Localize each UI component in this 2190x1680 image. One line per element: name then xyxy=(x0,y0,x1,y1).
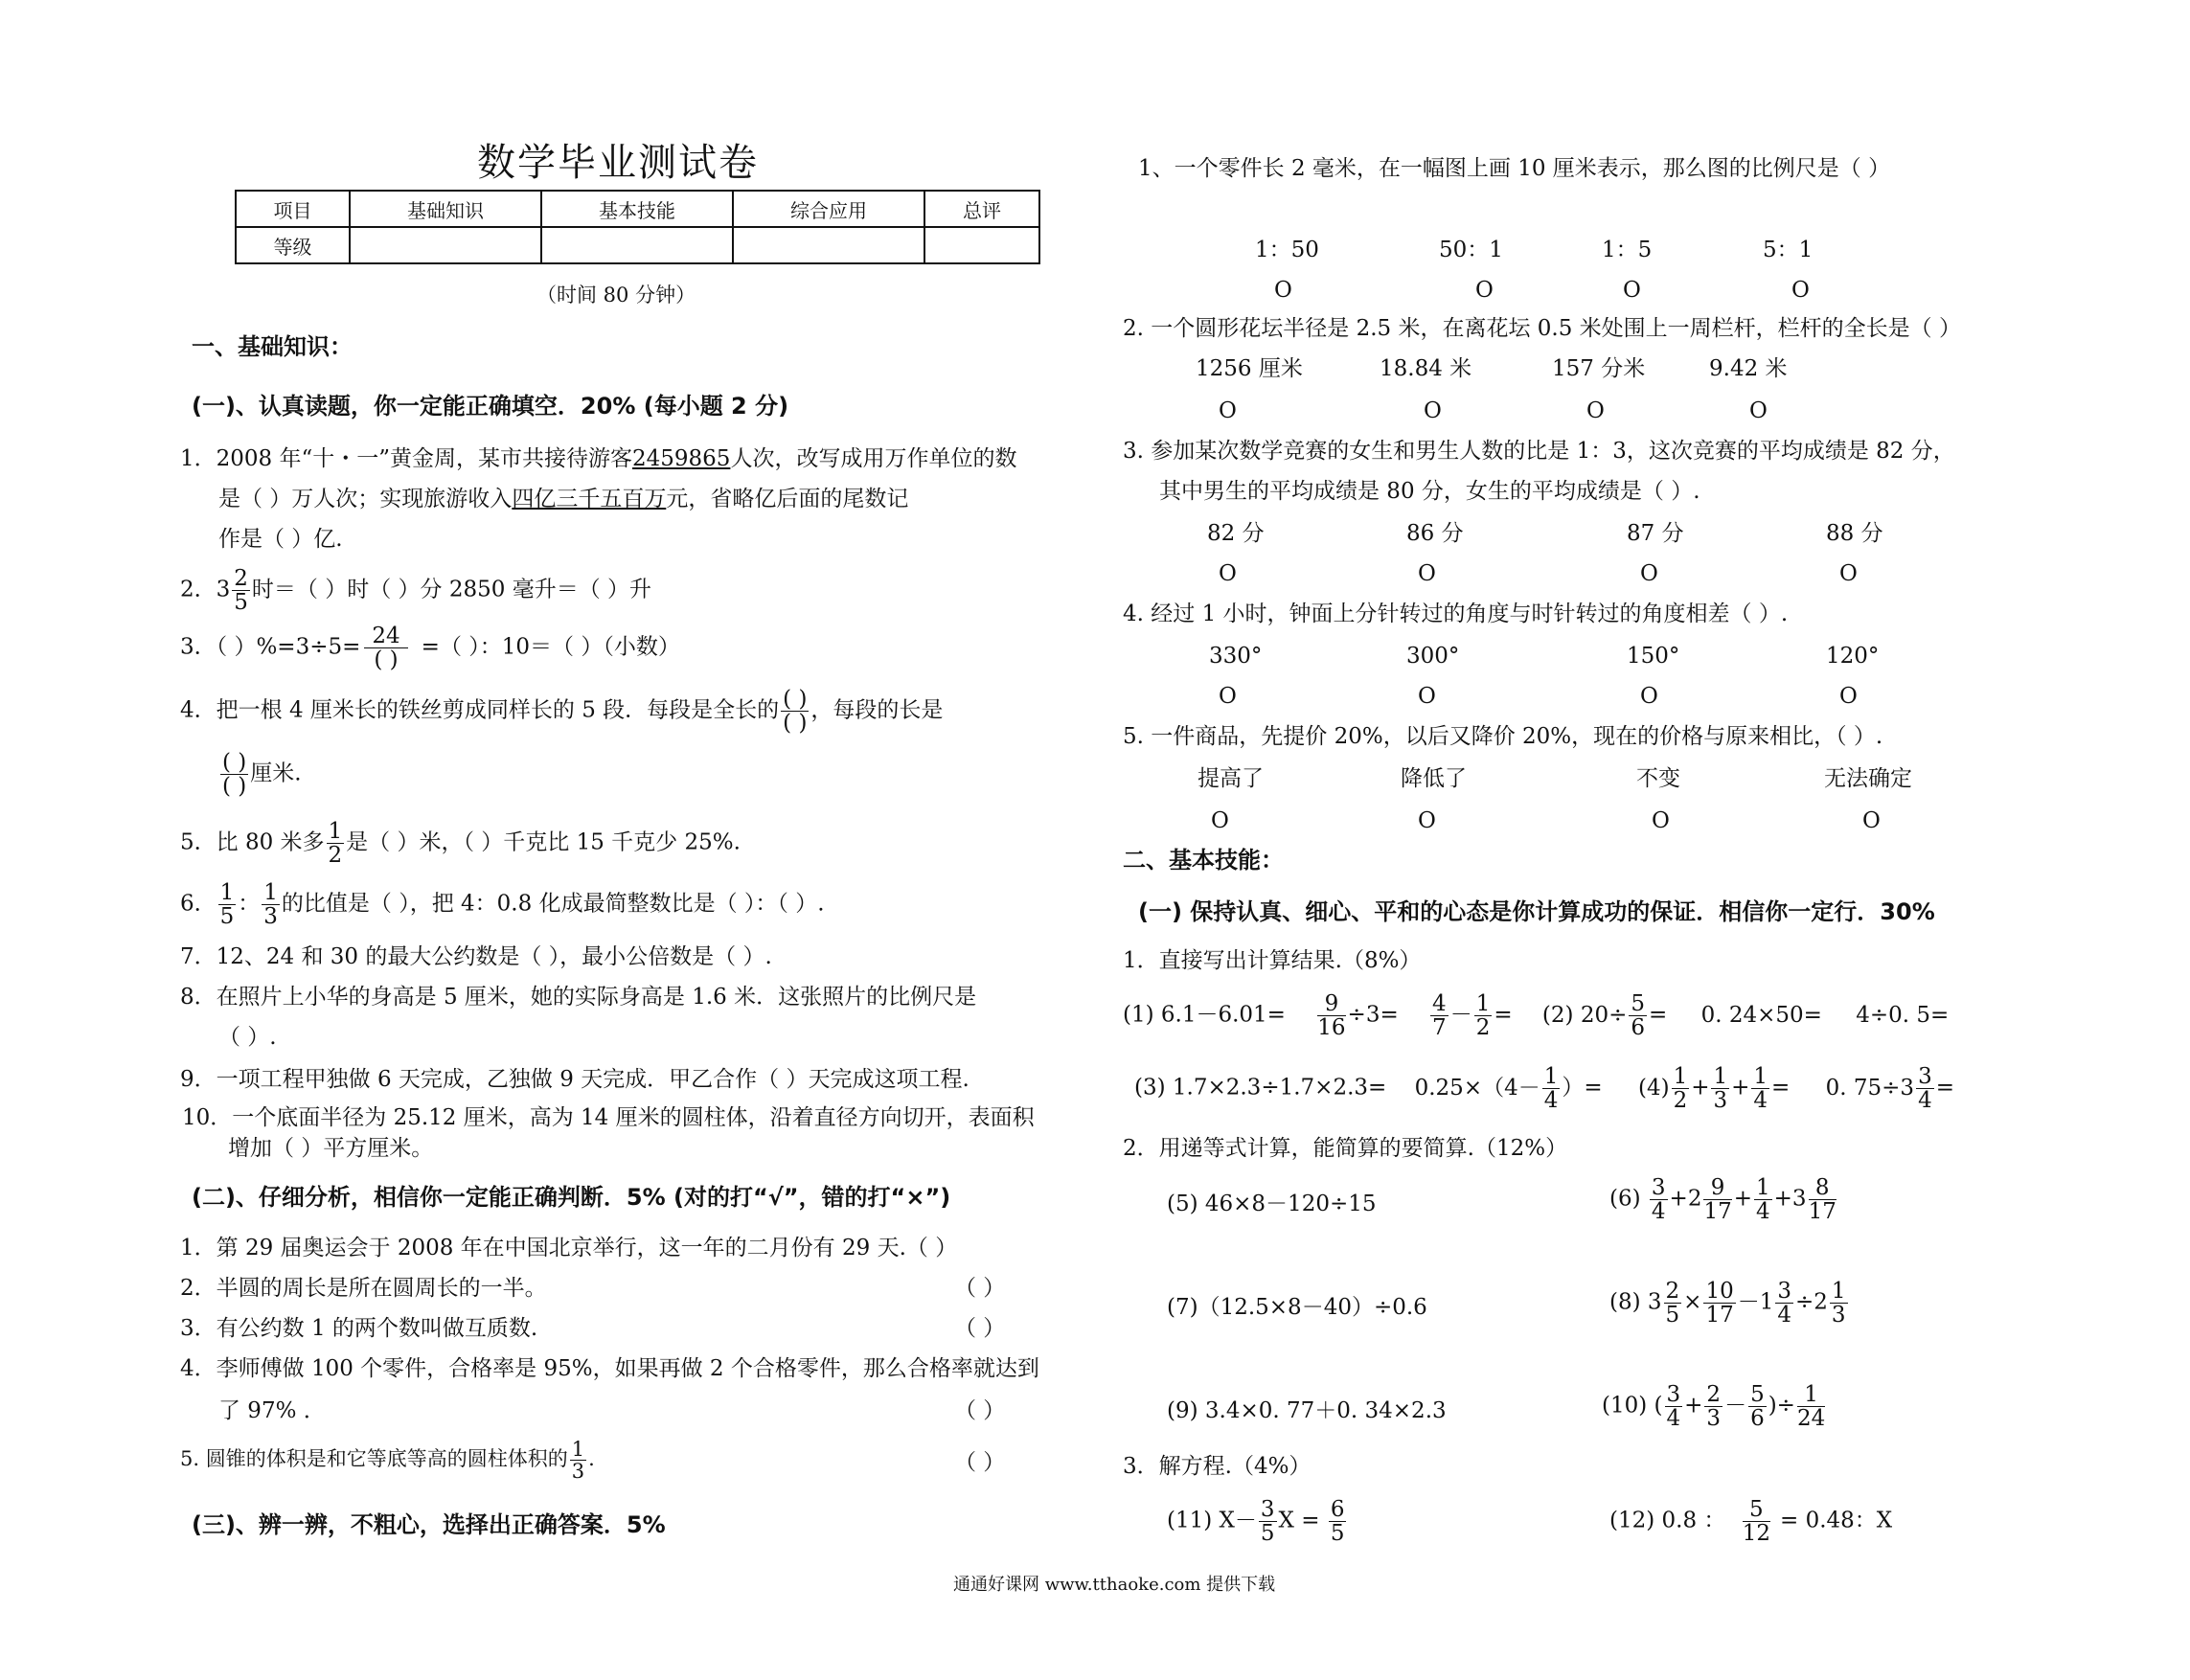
score-row-label: 等级 xyxy=(236,227,350,263)
fraction-numerator: 1 xyxy=(263,880,278,905)
radio-circle[interactable]: O xyxy=(1839,684,1858,709)
fraction xyxy=(1664,1280,1682,1327)
radio-circle[interactable]: O xyxy=(1791,278,1810,303)
fraction xyxy=(1430,992,1449,1039)
fraction xyxy=(1474,992,1493,1039)
judge-paren[interactable]: （ ） xyxy=(954,1398,1006,1423)
fraction xyxy=(1329,1498,1347,1545)
choice-option: 157 分米 xyxy=(1552,356,1646,381)
judge-item: 4．李师傅做 100 个零件，合格率是 95%，如果再做 2 个合格零件，那么合格率就达到 xyxy=(180,1356,1039,1381)
fraction-denominator: 4 xyxy=(1666,1406,1681,1432)
choice-option: 9.42 米 xyxy=(1709,356,1788,381)
fraction-numerator: 1 xyxy=(1797,1383,1825,1407)
q2: 2．3 $\frac{2}{5}$ 时＝（ ）时（ ）分 2850 毫升＝（ ）升 xyxy=(180,566,652,616)
fraction-numerator: 3 xyxy=(1651,1175,1666,1200)
score-cell[interactable] xyxy=(541,227,733,263)
fraction xyxy=(1672,1065,1690,1112)
radio-circle[interactable]: O xyxy=(1274,278,1292,303)
fraction xyxy=(1743,1498,1770,1545)
fraction xyxy=(232,567,250,614)
choice-option: 300° xyxy=(1406,644,1460,669)
score-cell[interactable] xyxy=(733,227,924,263)
fraction-denominator: 3 xyxy=(1706,1406,1722,1432)
choice-option: 86 分 xyxy=(1406,521,1464,546)
choice-q2: 2. 一个圆形花坛半径是 2.5 米，在离花坛 0.5 米处围上一周栏杆，栏杆的全长是（ ） xyxy=(1123,316,1961,341)
fraction xyxy=(1754,1176,1772,1223)
fraction-denominator: 7 xyxy=(1432,1015,1447,1041)
score-header: 总评 xyxy=(924,191,1039,227)
q6: 6． $\frac{1}{5}$ ： $\frac{1}{3}$ 的比值是（ ），把 4：0.8 化成最简整数比是（ ）：（ ）. xyxy=(180,880,825,930)
fraction xyxy=(1703,1280,1735,1327)
fraction xyxy=(1711,1065,1729,1112)
choice-option: 18.84 米 xyxy=(1380,356,1472,381)
radio-circle[interactable]: O xyxy=(1652,808,1670,833)
judge-paren[interactable]: （ ） xyxy=(954,1276,1006,1301)
fraction-denominator: 3 xyxy=(1713,1088,1728,1114)
fraction-numerator: 8 xyxy=(1809,1176,1836,1200)
footer: 通通好课网 www.tthaoke.com 提供下载 xyxy=(953,1575,1276,1595)
radio-circle[interactable]: O xyxy=(1424,398,1442,423)
judge-item: 5. 圆锥的体积是和它等底等高的圆柱体积的 $\frac{1}{3}$ . xyxy=(180,1438,595,1484)
radio-circle[interactable]: O xyxy=(1219,561,1237,586)
judge-paren[interactable]: （ ） xyxy=(954,1450,1006,1475)
fraction-denominator: 6 xyxy=(1750,1406,1765,1432)
fraction-numerator: 10 xyxy=(1705,1279,1734,1304)
judge-item: 3．有公约数 1 的两个数叫做互质数. xyxy=(180,1316,538,1341)
fraction-numerator: 1 xyxy=(1673,1064,1688,1089)
fraction-denominator: 16 xyxy=(1317,1015,1346,1041)
part2-heading: 二、基本技能： xyxy=(1123,847,1284,874)
fraction-numerator: 1 xyxy=(1831,1279,1846,1304)
fraction xyxy=(364,624,407,671)
radio-circle[interactable]: O xyxy=(1219,398,1237,423)
fraction-numerator: 1 xyxy=(219,880,235,905)
judge-paren[interactable]: （ ） xyxy=(954,1316,1006,1341)
calc-7: (7)（12.5×8－40）÷0.6 xyxy=(1167,1295,1427,1320)
fraction-denominator: 4 xyxy=(1753,1088,1768,1114)
fraction xyxy=(220,751,248,798)
fraction xyxy=(1650,1176,1668,1223)
q10-line2: 增加（ ）平方厘米。 xyxy=(228,1136,434,1161)
calc-row-2: (3) 1.7×2.3÷1.7×2.3= 0.25×（4－ $\frac{1}{4}$ ）= (4) $\frac{1}{2}$ + $\frac{1}{3}$ + $\frac{1}{4}$ = 0. 75÷3 $\frac{3}{4}$ = xyxy=(1134,1064,1954,1114)
score-table xyxy=(235,190,1040,264)
fraction-denominator: ( ) xyxy=(222,774,247,800)
fraction xyxy=(1809,1176,1836,1223)
fraction-denominator: 5 xyxy=(1330,1521,1345,1547)
radio-circle[interactable]: O xyxy=(1640,684,1658,709)
choice-q1: 1、一个零件长 2 毫米，在一幅图上画 10 厘米表示，那么图的比例尺是（ ） xyxy=(1138,156,1891,181)
equation-12: (12) 0.8 ： $\frac{5}{12}$ = 0.48：X xyxy=(1609,1497,1893,1547)
fraction-denominator: 24 xyxy=(1796,1406,1826,1432)
score-header: 综合应用 xyxy=(733,191,924,227)
fraction-denominator: 4 xyxy=(1756,1199,1770,1225)
fraction xyxy=(1629,992,1647,1039)
fraction-denominator: 2 xyxy=(328,843,343,869)
fraction-denominator: 6 xyxy=(1631,1015,1645,1041)
fraction-denominator: 17 xyxy=(1703,1199,1732,1225)
choice-q5: 5. 一件商品，先提价 20%，以后又降价 20%，现在的价格与原来相比，（ ）. xyxy=(1123,724,1883,749)
score-header: 基础知识 xyxy=(350,191,541,227)
fraction-denominator: 3 xyxy=(571,1460,585,1484)
fraction-numerator: 2 xyxy=(1706,1382,1722,1407)
choice-option: 82 分 xyxy=(1207,521,1265,546)
fraction xyxy=(1751,1065,1769,1112)
fraction xyxy=(1916,1065,1934,1112)
fraction xyxy=(1704,1383,1722,1430)
fraction xyxy=(781,688,809,735)
choice-option: 330° xyxy=(1209,644,1263,669)
part2-q1-heading: 1．直接写出计算结果.（8%） xyxy=(1123,948,1422,973)
fraction xyxy=(1775,1280,1793,1327)
fraction-denominator: 3 xyxy=(263,904,278,930)
fraction-numerator: 1 xyxy=(1475,991,1491,1016)
calc-10: (10) ( $\frac{3}{4}$ + $\frac{2}{3}$ － $\frac{5}{6}$ )÷ $\frac{1}{24}$ xyxy=(1602,1382,1826,1432)
choice-q3-line2: 其中男生的平均成绩是 80 分，女生的平均成绩是（ ）. xyxy=(1159,479,1700,504)
fraction xyxy=(1797,1383,1825,1430)
choice-option: 不变 xyxy=(1636,766,1680,791)
q1-line1: 1．2008 年“十・一”黄金周，某市共接待游客2459865人次，改写成用万作单位的数 xyxy=(180,446,1017,471)
fraction-numerator: 3 xyxy=(1666,1382,1681,1407)
q1-line2: 是（ ）万人次；实现旅游收入四亿三千五百万元，省略亿后面的尾数记 xyxy=(218,487,909,511)
choice-option: 150° xyxy=(1627,644,1680,669)
calc-9: (9) 3.4×0. 77＋0. 34×2.3 xyxy=(1167,1398,1447,1423)
time-note: （时间 80 分钟） xyxy=(536,284,696,306)
q5: 5．比 80 米多 $\frac{1}{2}$ 是（ ）米，（ ）千克比 15 千克少 25%. xyxy=(180,819,741,869)
fraction-denominator: 2 xyxy=(1673,1088,1688,1114)
fraction-numerator: 1 xyxy=(1543,1064,1559,1089)
judge-item: 1．第 29 届奥运会于 2008 年在中国北京举行，这一年的二月份有 29 天.（ ） xyxy=(180,1236,958,1260)
fraction xyxy=(1259,1498,1277,1545)
radio-circle[interactable]: O xyxy=(1418,561,1436,586)
fraction xyxy=(1542,1065,1561,1112)
fraction-denominator: 5 xyxy=(234,590,248,616)
fraction-denominator: ( ) xyxy=(374,647,399,673)
score-header: 项目 xyxy=(236,191,350,227)
fraction-numerator: 1 xyxy=(1713,1064,1728,1089)
part2-q2-heading: 2．用递等式计算，能简算的要简算.（12%） xyxy=(1123,1136,1568,1161)
q4-line1: 4．把一根 4 厘米长的铁丝剪成同样长的 5 段．每段是全长的 ( ) ( ) ，每段的长是 xyxy=(180,687,944,737)
fraction-numerator: 24 xyxy=(364,624,407,648)
fraction-numerator: 3 xyxy=(1918,1064,1932,1089)
q9: 9．一项工程甲独做 6 天完成，乙独做 9 天完成．甲乙合作（ ）天完成这项工程. xyxy=(180,1067,970,1092)
q8-line2: （ ）. xyxy=(218,1025,277,1050)
radio-circle[interactable]: O xyxy=(1219,684,1237,709)
fraction xyxy=(1703,1176,1731,1223)
part1-heading: 一、基础知识： xyxy=(192,333,353,360)
fraction xyxy=(262,881,280,928)
fraction-numerator: ( ) xyxy=(783,687,808,712)
part2-sec1-heading: (一) 保持认真、细心、平和的心态是你计算成功的保证．相信你一定行．30% xyxy=(1138,898,1935,925)
fraction-denominator: 17 xyxy=(1705,1303,1734,1328)
fraction-numerator: 1 xyxy=(1753,1064,1768,1089)
radio-circle[interactable]: O xyxy=(1475,278,1494,303)
fraction xyxy=(327,820,345,867)
q10-line1: 10．一个底面半径为 25.12 厘米，高为 14 厘米的圆柱体，沿着直径方向切开，表面积 xyxy=(182,1105,1035,1130)
radio-circle[interactable]: O xyxy=(1862,808,1881,833)
choice-option: 5：1 xyxy=(1763,238,1814,262)
fraction-numerator: 5 xyxy=(1631,991,1645,1016)
fraction-numerator: 4 xyxy=(1432,991,1447,1016)
choice-option: 120° xyxy=(1826,644,1880,669)
fraction-numerator: 9 xyxy=(1317,992,1345,1016)
fraction xyxy=(218,881,237,928)
judge-item-line2: 了 97% ． xyxy=(218,1398,326,1423)
fraction-numerator: 1 xyxy=(571,1438,585,1461)
score-cell[interactable] xyxy=(350,227,541,263)
fraction xyxy=(1830,1280,1848,1327)
q1-line3: 作是（ ）亿. xyxy=(218,527,343,552)
radio-circle[interactable]: O xyxy=(1749,398,1768,423)
fraction-denominator: 2 xyxy=(1475,1015,1491,1041)
radio-circle[interactable]: O xyxy=(1418,808,1436,833)
radio-circle[interactable]: O xyxy=(1211,808,1229,833)
choice-option: 提高了 xyxy=(1198,766,1264,791)
choice-option: 1256 厘米 xyxy=(1196,356,1303,381)
q4-line2: ( ) ( ) 厘米. xyxy=(222,750,302,800)
fraction xyxy=(1748,1383,1767,1430)
fraction-numerator: 1 xyxy=(328,819,343,844)
fraction xyxy=(1317,992,1345,1039)
score-cell[interactable] xyxy=(924,227,1039,263)
fraction-denominator: 5 xyxy=(219,904,235,930)
fraction-numerator: 3 xyxy=(1777,1279,1792,1304)
fraction-numerator: 2 xyxy=(1665,1279,1680,1304)
calc-6: (6) $\frac{3}{4}$ +2 $\frac{9}{17}$ + $\frac{1}{4}$ +3 $\frac{8}{17}$ xyxy=(1609,1175,1836,1225)
fraction-denominator: 5 xyxy=(1665,1303,1680,1328)
q8-line1: 8．在照片上小华的身高是 5 厘米，她的实际身高是 1.6 米．这张照片的比例尺是 xyxy=(180,985,977,1010)
fraction xyxy=(570,1439,586,1482)
choice-option: 降低了 xyxy=(1401,766,1467,791)
part2-q3-heading: 3．解方程.（4%） xyxy=(1123,1454,1312,1479)
fraction-denominator: 5 xyxy=(1260,1521,1275,1547)
radio-circle[interactable]: O xyxy=(1586,398,1605,423)
q3: 3．（ ）%=3÷5= 24 ( ) =（ ）：10＝（ ）（小数） xyxy=(180,624,680,673)
radio-circle[interactable]: O xyxy=(1839,561,1858,586)
page-title: 数学毕业测试卷 xyxy=(477,141,759,185)
radio-circle[interactable]: O xyxy=(1418,684,1436,709)
choice-option: 88 分 xyxy=(1826,521,1883,546)
fraction-denominator: 4 xyxy=(1543,1088,1559,1114)
judge-item: 2．半圆的周长是所在圆周长的一半。 xyxy=(180,1276,547,1301)
choice-q3-line1: 3. 参加某次数学竞赛的女生和男生人数的比是 1：3，这次竞赛的平均成绩是 82 分， xyxy=(1123,439,1955,464)
fraction-denominator: 17 xyxy=(1808,1199,1836,1225)
calc-row-1: (1) 6.1－6.01= $\frac{9}{16}$ ÷3= $\frac{4}{7}$ － $\frac{1}{2}$ = (2) 20÷ $\frac{5}{6}$ = 0. 24×50= 4÷0. 5= xyxy=(1123,991,1950,1041)
fraction-denominator: 4 xyxy=(1918,1088,1932,1114)
fraction-numerator: 6 xyxy=(1330,1497,1345,1522)
fraction-denominator: 4 xyxy=(1777,1303,1792,1328)
choice-option: 87 分 xyxy=(1627,521,1684,546)
fraction-numerator: 1 xyxy=(1756,1175,1770,1200)
fraction-denominator: 3 xyxy=(1831,1303,1846,1328)
radio-circle[interactable]: O xyxy=(1640,561,1658,586)
sec3-heading: (三)、辨一辨，不粗心，选择出正确答案．5% xyxy=(192,1511,666,1538)
q7: 7．12、24 和 30 的最大公约数是（ ），最小公倍数是（ ）. xyxy=(180,944,772,969)
fraction-numerator: 2 xyxy=(234,566,248,591)
choice-option: 1：5 xyxy=(1602,238,1653,262)
radio-circle[interactable]: O xyxy=(1623,278,1641,303)
choice-option: 无法确定 xyxy=(1824,766,1912,791)
fraction-numerator: 3 xyxy=(1260,1497,1275,1522)
equation-11: (11) X－ $\frac{3}{5}$ X = $\frac{6}{5}$ xyxy=(1167,1497,1345,1547)
fraction-numerator: ( ) xyxy=(222,750,247,775)
score-header: 基本技能 xyxy=(541,191,733,227)
fraction-numerator: 5 xyxy=(1750,1382,1765,1407)
sec2-heading: (二)、仔细分析，相信你一定能正确判断．5% (对的打“√”，错的打“×”) xyxy=(192,1184,951,1211)
sec1-heading: (一)、认真读题，你一定能正确填空．20% (每小题 2 分) xyxy=(192,393,789,420)
fraction-denominator: ( ) xyxy=(783,711,808,737)
fraction-denominator: 12 xyxy=(1742,1521,1771,1547)
fraction-numerator: 5 xyxy=(1743,1498,1770,1522)
calc-8: (8) 3 $\frac{2}{5}$ × $\frac{10}{17}$ －1 $\frac{3}{4}$ ÷2 $\frac{1}{3}$ xyxy=(1609,1279,1846,1328)
fraction xyxy=(1665,1383,1683,1430)
choice-option: 1：50 xyxy=(1255,238,1319,262)
choice-q4: 4. 经过 1 小时，钟面上分针转过的角度与时针转过的角度相差（ ）. xyxy=(1123,602,1789,626)
fraction-denominator: 4 xyxy=(1651,1199,1666,1225)
choice-option: 50：1 xyxy=(1439,238,1503,262)
calc-5: (5) 46×8－120÷15 xyxy=(1167,1192,1377,1216)
fraction-numerator: 9 xyxy=(1703,1176,1731,1200)
